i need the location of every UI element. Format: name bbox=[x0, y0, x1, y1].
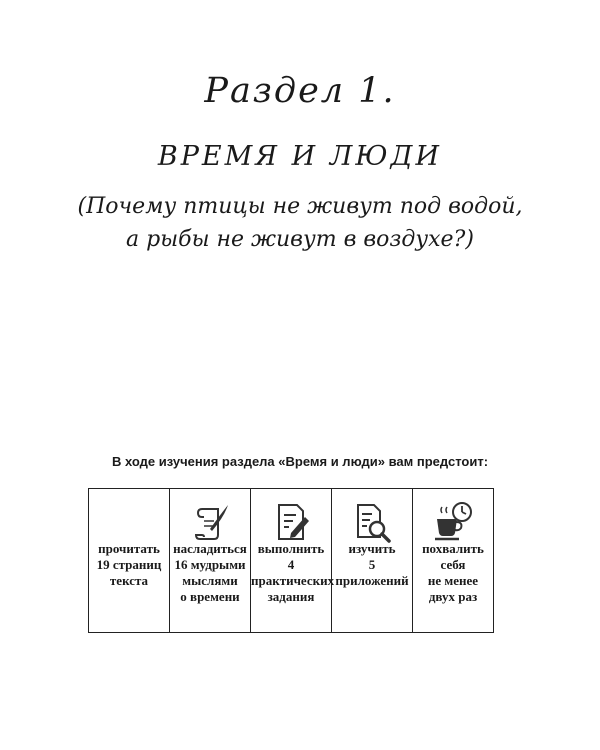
task-cell-enjoy bbox=[170, 489, 251, 633]
coffee-clock-icon bbox=[433, 501, 473, 543]
section-title: ВРЕМЯ И ЛЮДИ bbox=[157, 141, 443, 172]
task-cell-practice bbox=[251, 489, 335, 633]
task-text-practice: выполнить 4 практических задания bbox=[251, 541, 335, 604]
task-row bbox=[89, 489, 494, 633]
task-text-praise: похвалить себя не менее двух раз bbox=[422, 541, 484, 604]
section-number: Раздел 1. bbox=[204, 71, 396, 111]
document-pencil-icon bbox=[271, 501, 311, 543]
task-text-enjoy: насладиться 16 мудрыми мыслями о времени bbox=[173, 541, 247, 604]
task-cell-read bbox=[89, 489, 170, 633]
task-cell-praise bbox=[413, 489, 494, 633]
document-magnifier-icon bbox=[352, 501, 392, 543]
subtitle-line-1: (Почему птицы не живут под водой, bbox=[77, 194, 523, 219]
section-subtitle bbox=[40, 190, 560, 256]
task-text-read: прочитать 19 страниц текста bbox=[96, 541, 162, 588]
task-cell-study bbox=[332, 489, 413, 633]
task-table bbox=[88, 488, 494, 633]
plan-intro: В ходе изучения раздела «Время и люди» вам предстоит: bbox=[111, 454, 489, 469]
task-text-study: изучить 5 приложений bbox=[335, 541, 409, 588]
subtitle-line-2: а рыбы не живут в воздухе?) bbox=[126, 227, 474, 252]
scroll-quill-icon bbox=[190, 501, 230, 543]
